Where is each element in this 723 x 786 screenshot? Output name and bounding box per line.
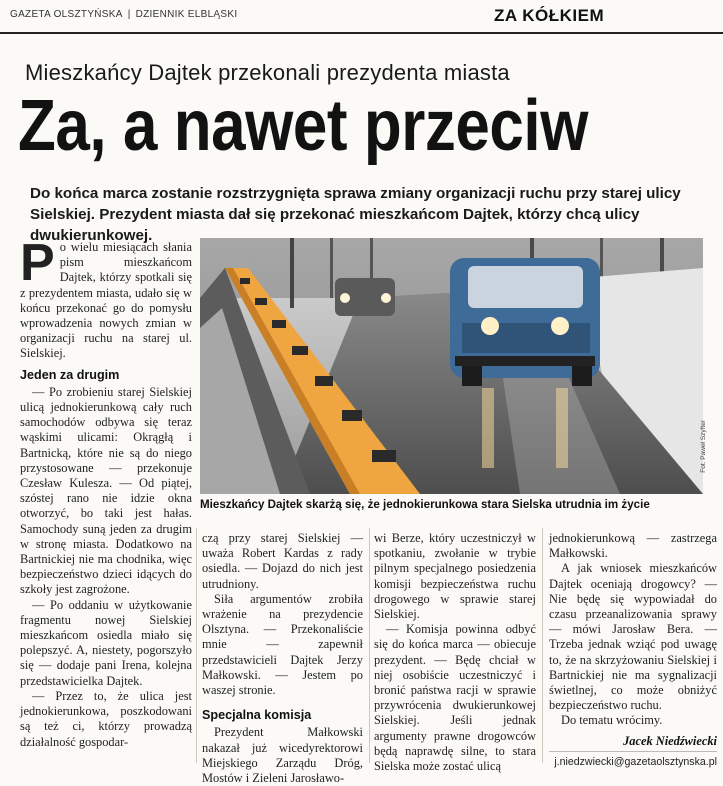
photo-credit: Fot. Paweł Szyfter (700, 420, 707, 473)
subheading-1: Jeden za drugim (20, 367, 120, 382)
drop-cap: P (20, 234, 55, 292)
subheading-2: Specjalna komisja (202, 708, 312, 723)
column-rule (196, 528, 197, 763)
paragraph: — Po oddaniu w użytkowanie fragmentu nowej Sielskiej mieszkańcom osiedla miało się polepszyć. A, niestety, pogorszyło się — dodaje pani Irena, kolejna przedstawicielka Dajtek. (20, 597, 192, 688)
column-rule (369, 528, 370, 763)
photo-caption: Mieszkańcy Dajtek skarżą się, że jednokierunkowa stara Sielska utrudnia im życie (200, 498, 650, 511)
paragraph: — Przez to, że ulica jest jednokierunkowa, poszkodowani są też ci, którzy prowadzą działalność gospodar- (20, 688, 192, 749)
author-email-wrap (549, 751, 717, 770)
paragraph: Do tematu wrócimy. (561, 713, 663, 728)
column-rule (542, 528, 543, 763)
paragraph: Siła argumentów zrobiła wrażenie na prezydencie Olsztyna. — Przekonaliście mnie — zapewnił przedstawicieli Dajtek Jerzy Małkowski. — Jestem po waszej stronie. (202, 591, 363, 698)
author-signature-wrap (549, 734, 717, 749)
column-2 (202, 531, 363, 786)
paragraph: A jak wniosek mieszkańców Dajtek oceniają drogowcy? — Nie będę się wypowiadał do czasu przeanalizowania sprawy — mówi Jarosław Bera. — Trzeba jednak wziąć pod uwagę to, że na skrzyżowaniu Sielskiej i Bartnickiej nie ma sygnalizacji świetlnej, co może obniżyć bezpieczeństwo ruchu. (549, 561, 717, 713)
paragraph: wi Berze, który uczestniczył w spotkaniu, zwołanie w trybie pilnym specjalnego posiedzenia komisji bezpieczeństwa ruchu drogowego w sprawie starej Sielskiej. (374, 531, 536, 622)
section-label-box (480, 4, 723, 32)
article-photo (200, 238, 703, 494)
paper-name-2: DZIENNIK ELBLĄSKI (135, 9, 238, 20)
paragraph: — Komisja powinna odbyć się do końca marca — obiecuje prezydent. — Będę chciał w niej osobiście uczestniczyć i bronić państwa racji w sprawie przywrócenia dwukierunkowej Sielskiej. Jeśli jednak argumenty prawne drogowców będą naprawdę silne, to stara Sielska może zostać ulicą (374, 622, 536, 774)
article-lead: Do końca marca zostanie rozstrzygnięta sprawa zmiany organizacji ruchu przy starej ulicy Sielskiej. Prezydent miasta dał się przekonać mieszkańcom Dajtek, którzy chcą ulicy dwukierunkowej. (30, 185, 681, 244)
road-photo-illustration (200, 238, 703, 494)
paper-name: GAZETA OLSZTYŃSKA (10, 9, 123, 20)
column-1 (20, 234, 192, 750)
intro-paragraph: o wielu miesiącach słania pism mieszkańcom Dajtek, którzy spotkali się z prezydentem miasta, udało się w końcu przekonać go do pomysłu wprowadzenia nowych zmian w organizacji ruchu na starej ul. Sielskiej. (20, 240, 192, 361)
paragraph: Prezydent Małkowski nakazał już wicedyrektorowi Miejskiego Zarządu Dróg, Mostów i Zieleni Jarosławo- (202, 725, 363, 786)
column-4 (549, 531, 717, 770)
paragraph: — Po zrobieniu starej Sielskiej ulicą jednokierunkową cały ruch samochodów odbywa się teraz wąskimi ulicami: Okrągłą i Bartnicką, które nie są do niego przystosowane — przekonuje Czesław Kulesza. — Od piątej, szóstej rano nie idzie okna otworzyć, bo taki jest hałas. Samochody suną jeden za drugim w stronę miasta. Dodatkowo na Bartnickiej nie ma chodnika, więc bezpieczeństwo dzieci idących do szkoły jest zagrożone. (20, 384, 192, 597)
author-email[interactable]: j.niedzwiecki@gazetaolsztynska.pl (554, 755, 717, 768)
header-divider (0, 32, 723, 34)
article-kicker: Mieszkańcy Dajtek przekonali prezydenta miasta (25, 60, 510, 85)
header-separator: | (127, 9, 131, 20)
column-3 (374, 531, 536, 774)
section-label: ZA KÓŁKIEM (494, 6, 605, 25)
paragraph: jednokierunkową — zastrzega Małkowski. (549, 531, 717, 561)
paragraph: czą przy starej Sielskiej — uważa Robert Kardas z rady osiedla. — Dojazd do nich jest utrudniony. (202, 531, 363, 591)
article-title: Za, a nawet przeciw (18, 86, 588, 166)
publication-names (10, 9, 237, 20)
author-name: Jacek Niedźwiecki (623, 733, 717, 748)
